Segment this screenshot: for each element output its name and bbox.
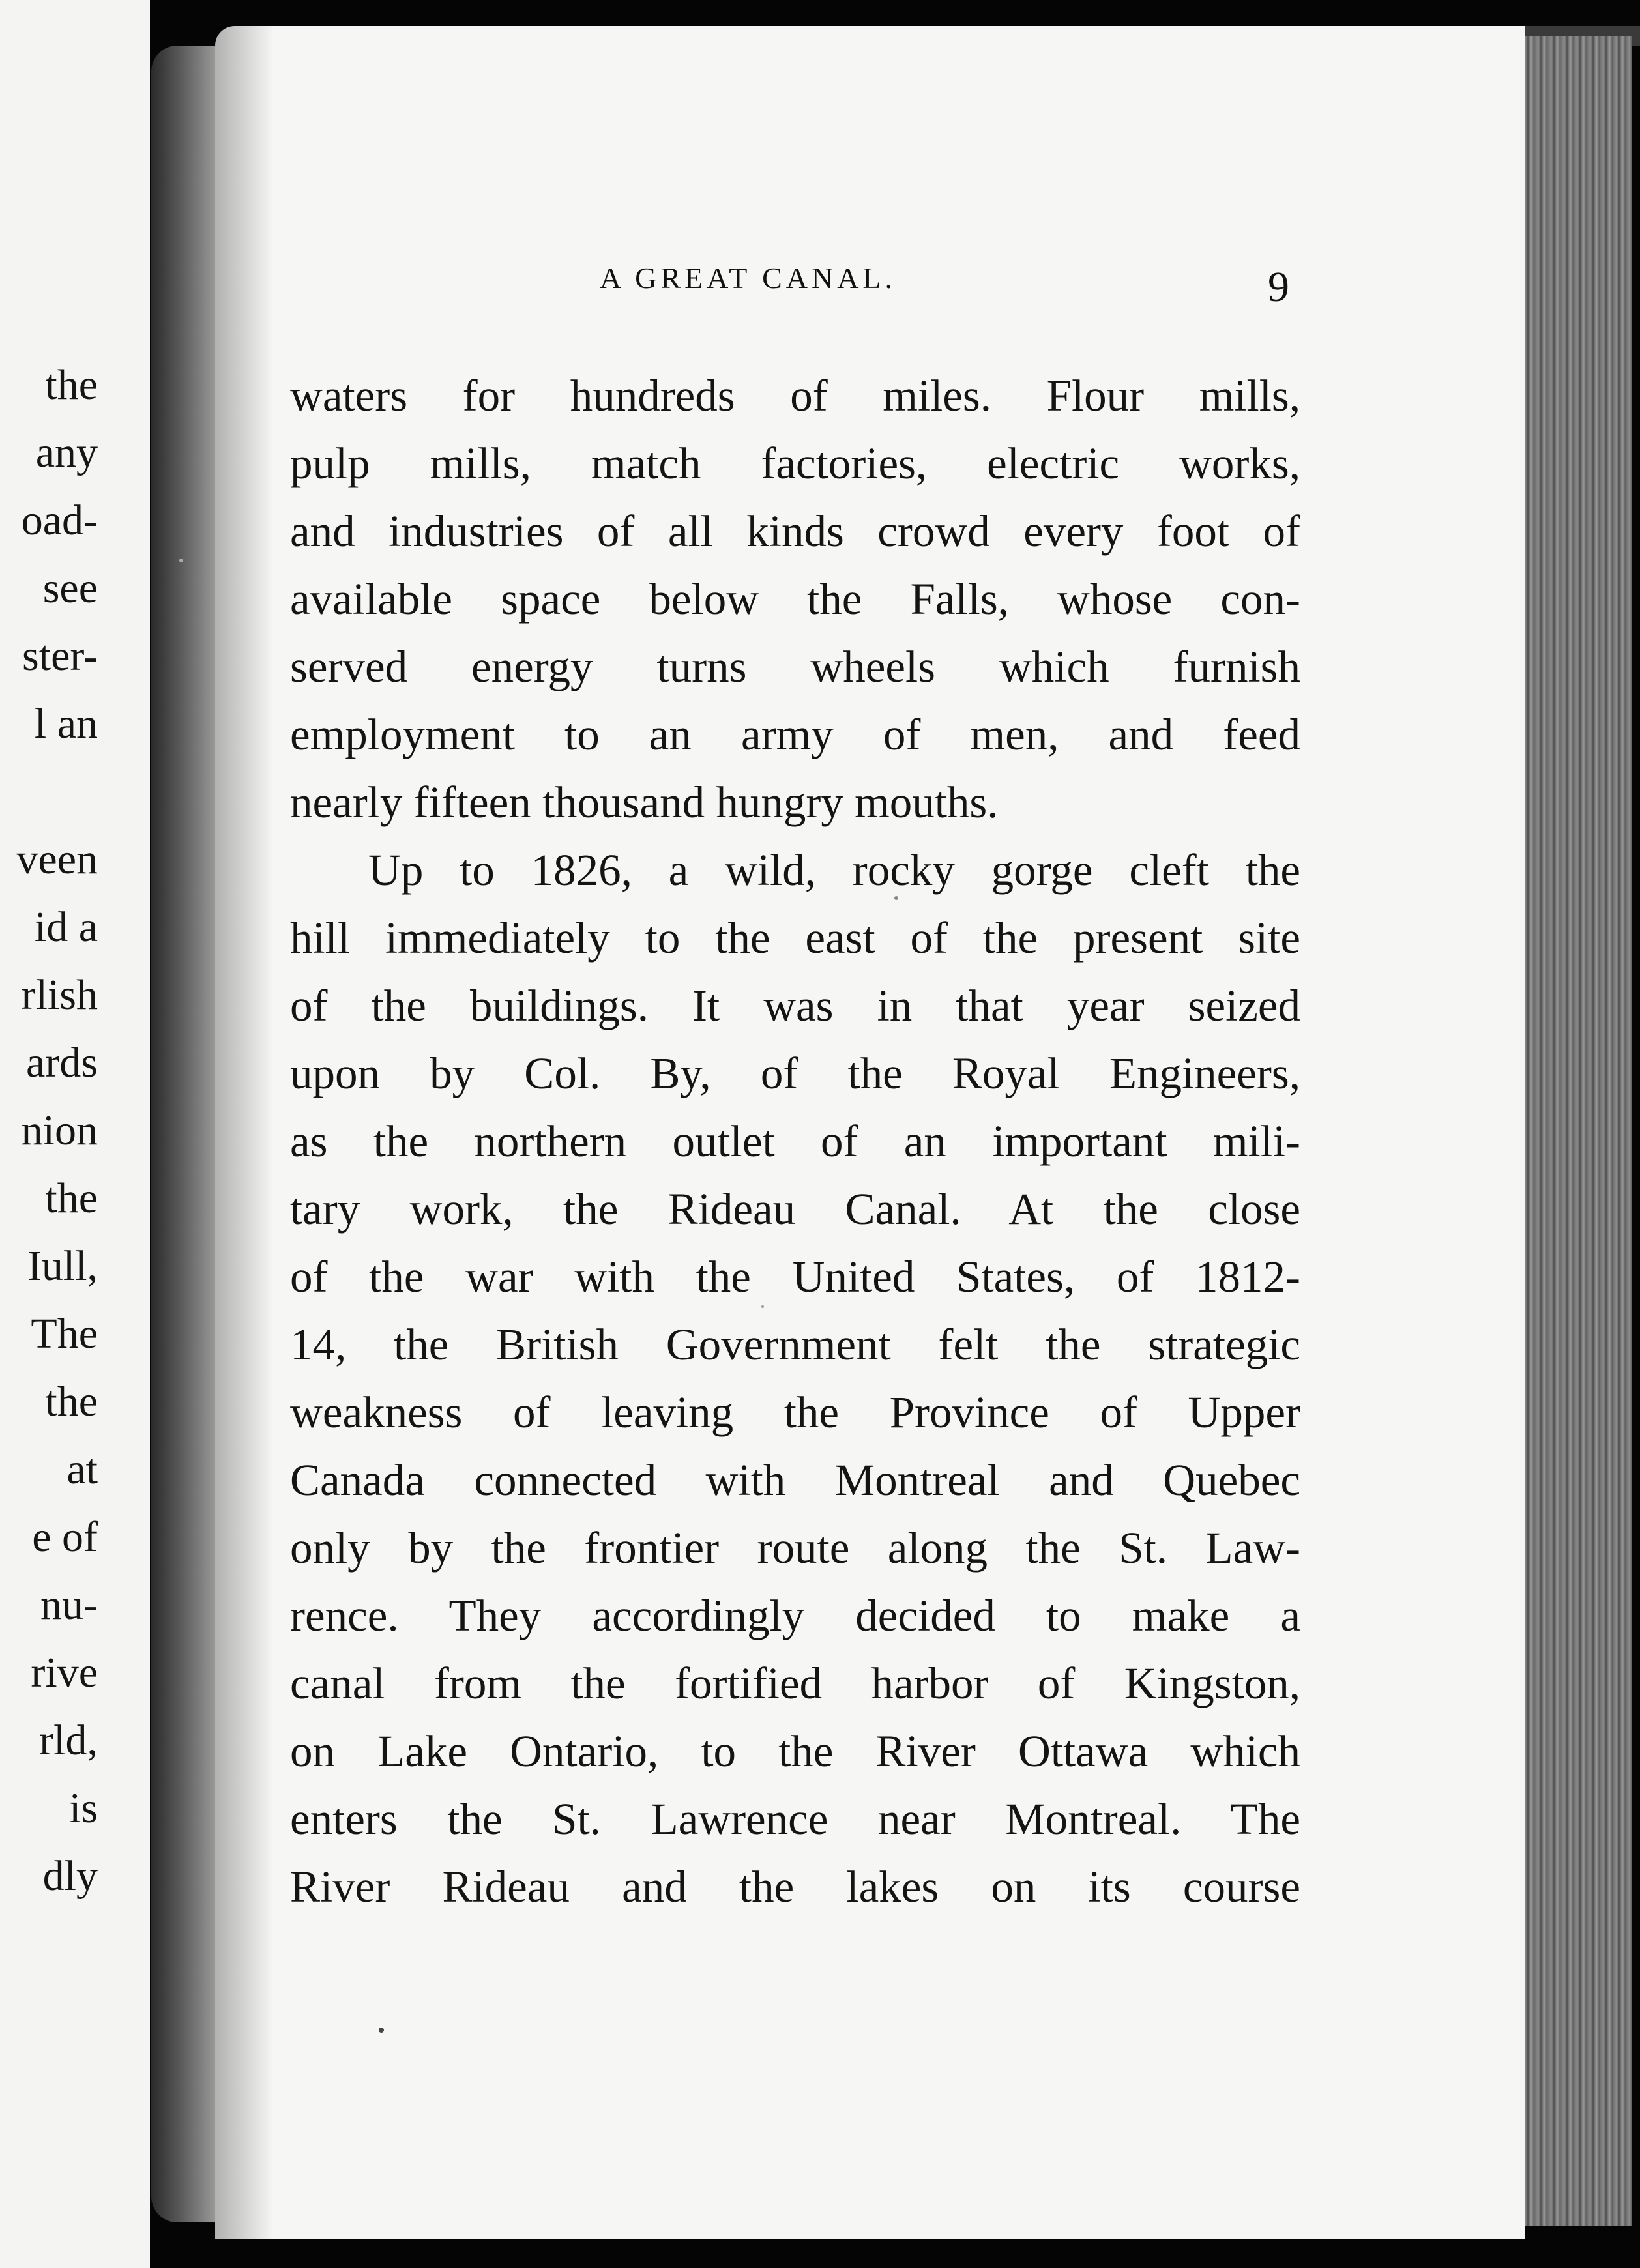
- left-fragment: the: [45, 1174, 98, 1222]
- left-fragment: rlish: [21, 971, 98, 1019]
- text-line: rence. They accordingly decided to make a: [290, 1591, 1300, 1640]
- running-head: A GREAT CANAL.: [600, 261, 897, 295]
- left-fragment: any: [35, 429, 98, 476]
- text-line: River Rideau and the lakes on its course: [290, 1862, 1300, 1912]
- left-fragment: ster-: [22, 632, 98, 680]
- text-line: canal from the fortified harbor of Kingston,: [290, 1659, 1300, 1708]
- text-line: enters the St. Lawrence near Montreal. The: [290, 1794, 1300, 1844]
- text-line: tary work, the Rideau Canal. At the close: [290, 1184, 1300, 1234]
- left-fragment: l an: [34, 700, 98, 748]
- text-line: available space below the Falls, whose con-: [290, 574, 1300, 624]
- text-line: on Lake Ontario, to the River Ottawa which: [290, 1726, 1300, 1776]
- text-line: nearly fifteen thousand hungry mouths.: [290, 778, 999, 827]
- left-fragment: Iull,: [27, 1242, 98, 1290]
- text-line: pulp mills, match factories, electric works,: [290, 439, 1300, 488]
- text-line: Up to 1826, a wild, rocky gorge cleft the: [368, 845, 1300, 895]
- text-line: waters for hundreds of miles. Flour mills,: [290, 371, 1300, 420]
- text-line: employment to an army of men, and feed: [290, 710, 1300, 759]
- text-line: Canada connected with Montreal and Quebec: [290, 1455, 1300, 1505]
- text-line: of the war with the United States, of 1812-: [290, 1252, 1300, 1301]
- left-fragment: dly: [42, 1852, 98, 1900]
- left-fragment: see: [42, 564, 98, 612]
- dust-speck: [379, 2028, 384, 2033]
- left-fragment: ards: [26, 1039, 98, 1086]
- text-line: only by the frontier route along the St. Law-: [290, 1523, 1300, 1573]
- text-line: as the northern outlet of an important mili-: [290, 1116, 1300, 1166]
- left-fragment: id a: [34, 903, 98, 951]
- left-fragment: nu-: [40, 1581, 98, 1629]
- text-line: 14, the British Government felt the strategic: [290, 1320, 1300, 1369]
- left-fragment: is: [68, 1784, 98, 1832]
- left-fragment: rive: [31, 1649, 98, 1696]
- text-line: upon by Col. By, of the Royal Engineers,: [290, 1049, 1300, 1098]
- left-fragment: The: [31, 1310, 98, 1358]
- left-fragment: the: [45, 361, 98, 409]
- text-line: and industries of all kinds crowd every foot of: [290, 506, 1300, 556]
- left-fragment: veen: [16, 836, 98, 883]
- left-fragment: e of: [32, 1513, 98, 1561]
- dust-speck: [179, 559, 183, 562]
- left-fragment: nion: [21, 1107, 98, 1154]
- left-fragment: rld,: [39, 1717, 98, 1764]
- dust-speck: [894, 896, 898, 900]
- left-fragment: oad-: [21, 497, 98, 544]
- text-line: hill immediately to the east of the present site: [290, 913, 1300, 963]
- text-line: served energy turns wheels which furnish: [290, 642, 1300, 691]
- left-fragment: the: [45, 1378, 98, 1425]
- left-fragment: at: [66, 1446, 98, 1493]
- page-number: 9: [1268, 263, 1289, 311]
- text-line: of the buildings. It was in that year seized: [290, 981, 1300, 1030]
- text-line: weakness of leaving the Province of Upper: [290, 1388, 1300, 1437]
- dust-speck: [761, 1305, 764, 1308]
